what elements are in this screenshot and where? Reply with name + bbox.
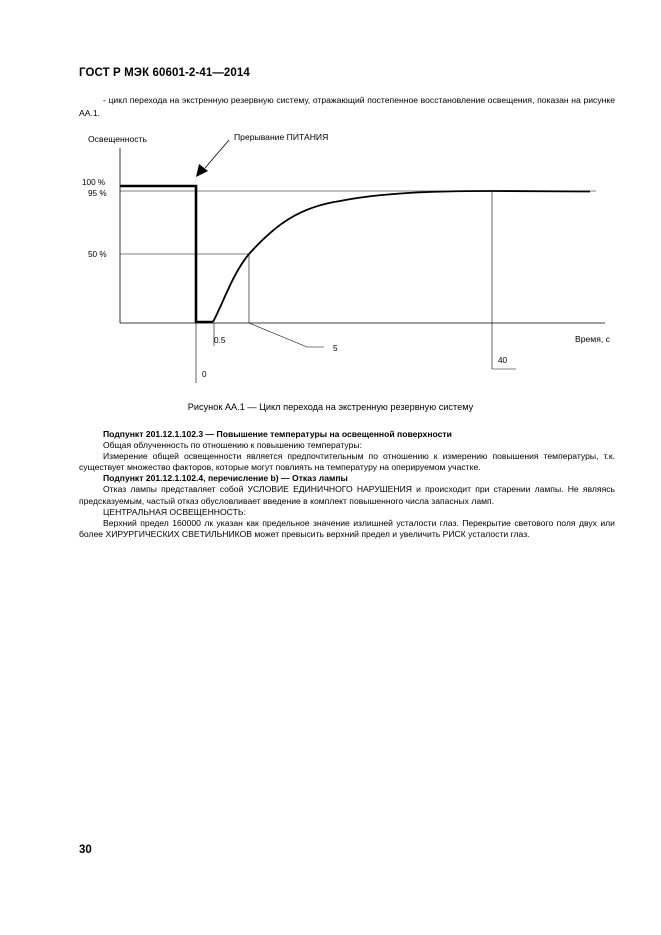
x-tick-label: 5 — [333, 344, 338, 353]
body-paragraph: Верхний предел 160000 лк указан как предельное значение излишней усталости глаз. Перекрытие светового поля двух или более ХИРУРГИЧЕСКИХ СВЕТИЛЬНИКОВ может превысить верхний предел и увеличить РИСК усталости глаз. — [79, 517, 615, 539]
intro-text: - цикл перехода на экстренную резервную систему, отражающий постепенное восстановление освещения, показан на рисунке АА.1. — [79, 95, 615, 118]
section-heading: Подпункт 201.12.1.102.3 — Повышение температуры на освещенной поверхности — [103, 429, 452, 439]
leader-5 — [249, 323, 324, 347]
y-axis-label: Освещенность — [88, 134, 147, 144]
x-tick-label: 0 — [202, 370, 207, 379]
y-tick-label: 100 % — [82, 178, 106, 187]
chart — [0, 0, 661, 400]
series-line-recovery — [213, 191, 590, 322]
content-body — [79, 429, 615, 540]
figure-caption: Рисунок АА.1 — Цикл перехода на экстренную резервную систему — [187, 402, 474, 412]
x-tick-label: 0.5 — [214, 336, 226, 345]
body-paragraph: Отказ лампы представляет собой УСЛОВИЕ ЕДИНИЧНОГО НАРУШЕНИЯ и происходит при старении лампы. Не являясь предсказуемым, частый отказ обусловливает введение в комплект повышенного числа запасных ламп. — [79, 484, 615, 506]
body-paragraph: Измерение общей освещенности является предпочтительным по отношению к измерению повышения температуры, т.к. существует множество факторов, которые могут повлиять на температуру на оперируемом участке. — [79, 451, 615, 473]
x-axis-label: Время, с — [575, 334, 610, 344]
annotation-arrowhead — [196, 164, 208, 177]
body-paragraph: ЦЕНТРАЛЬНАЯ ОСВЕЩЕННОСТЬ: — [103, 506, 246, 517]
page-number: 30 — [79, 844, 92, 856]
section-heading: Подпункт 201.12.1.102.4, перечисление b) — Отказ лампы — [103, 473, 348, 484]
document-header: ГОСТ Р МЭК 60601-2-41—2014 — [79, 67, 250, 79]
x-tick-label: 40 — [498, 356, 508, 365]
y-tick-label: 95 % — [88, 189, 107, 198]
annotation-leader — [205, 140, 229, 168]
annotation-text: Прерывание ПИТАНИЯ — [234, 132, 329, 142]
body-paragraph: Общая облученность по отношению к повышению температуры: — [103, 440, 362, 451]
y-tick-label: 50 % — [88, 250, 107, 259]
